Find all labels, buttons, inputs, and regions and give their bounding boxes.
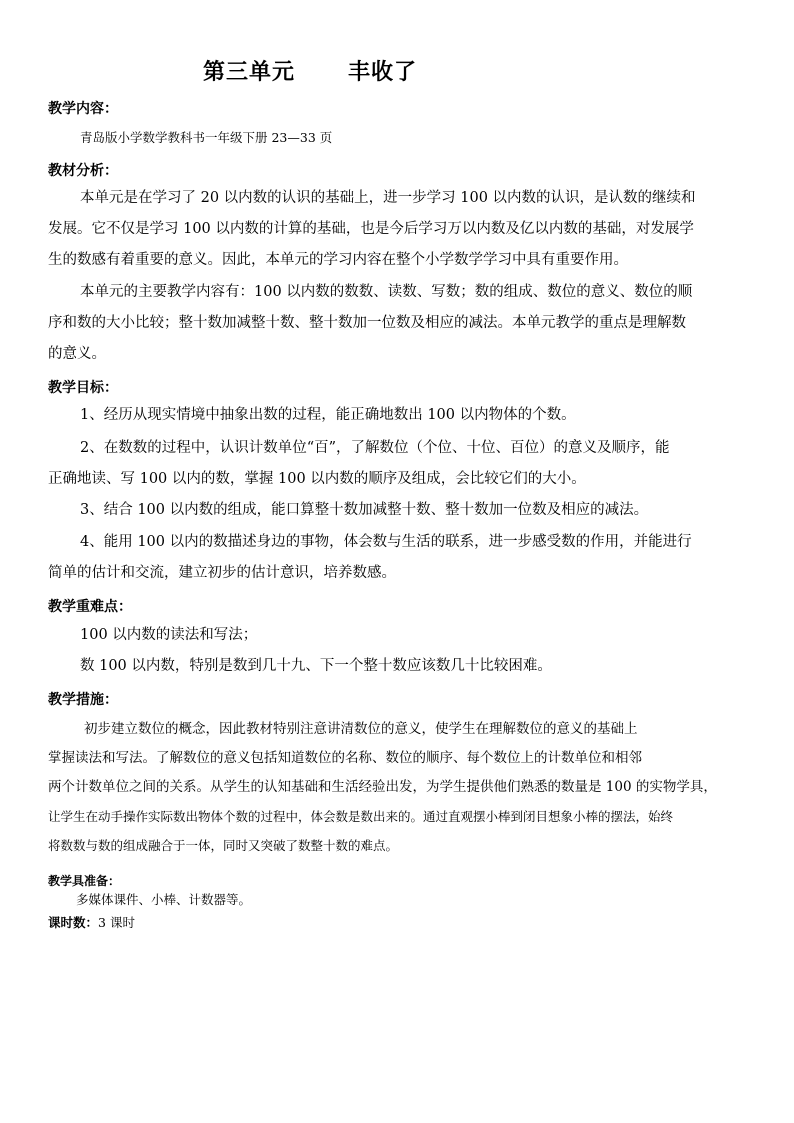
analysis-paragraph-1: 本单元是在学习了 20 以内数的认识的基础上，进一步学习 100 以内数的认识，是认数的继续和 发展。它不仅是学习 100 以内数的计算的基础，也是今后学习万以内数及亿以内数的基础，对发展学 生的数感有着重要的意义。因此，本单元的学习内容在整个小学数学学习中具有重要作用。	[48, 190, 696, 268]
measures-heading: 教学措施：	[48, 692, 118, 708]
unit-name: 丰收了	[348, 60, 418, 85]
goal-1: 1、经历从现实情境中抽象出数的过程，能正确地数出 100 以内物体的个数。	[80, 407, 576, 423]
goals-heading: 教学目标：	[48, 380, 118, 396]
goal-2: 2、在数数的过程中，认识计数单位“百”，了解数位（个位、十位、百位）的意义及顺序，能 正确地读、写 100 以内的数，掌握 100 以内数的顺序及组成，会比较它们的大小。	[48, 440, 670, 487]
measures-paragraph: 初步建立数位的概念，因此教材特别注意讲清数位的意义，使学生在理解数位的意义的基础上 掌握读法和写法。了解数位的意义包括知道数位的名称、数位的顺序、每个数位上的计数单位和相邻 两个计数单位之间的关系。从学生的认知基础和生活经验出发，为学生提供他们熟悉的数量是 100 的实物学具， 让学生在动手操作实际数出物体个数的过程中，体会数是数出来的。通过直观摆小棒到闭目想象小棒的摆法，始终 将数数与数的组成融合于一体，同时又突破了数整十数的难点。	[48, 721, 717, 853]
key-points-heading: 教学重难点：	[48, 599, 132, 615]
class-hours-label: 课时数：	[48, 915, 99, 930]
analysis-paragraph-2: 本单元的主要教学内容有：100 以内数的数数、读数、写数；数的组成、数位的意义、数位的顺 序和数的大小比较；整十数加减整十数、整十数加一位数及相应的减法。本单元教学的重点是理解数 的意义。	[48, 284, 693, 362]
tools-heading: 教学具准备：	[48, 874, 121, 888]
key-points: 100 以内数的读法和写法； 数 100 以内数，特别是数到几十九、下一个整十数应该数几十比较困难。	[80, 627, 552, 674]
unit-number: 第三单元	[203, 60, 296, 85]
analysis-heading: 教材分析：	[48, 163, 118, 179]
goal-3: 3、结合 100 以内数的组成，能口算整十数加减整十数、整十数加一位数及相应的减法。	[80, 502, 649, 518]
content-text: 青岛版小学数学教科书一年级下册 23—33 页	[80, 130, 333, 145]
content-heading: 教学内容：	[48, 101, 118, 117]
tools-text: 多媒体课件、小棒、计数器等。	[76, 892, 252, 907]
class-hours	[48, 914, 135, 932]
class-hours-value: 3 课时	[98, 915, 135, 930]
goal-4: 4、能用 100 以内的数描述身边的事物，体会数与生活的联系，进一步感受数的作用，并能进行 简单的估计和交流，建立初步的估计意识，培养数感。	[48, 534, 692, 581]
